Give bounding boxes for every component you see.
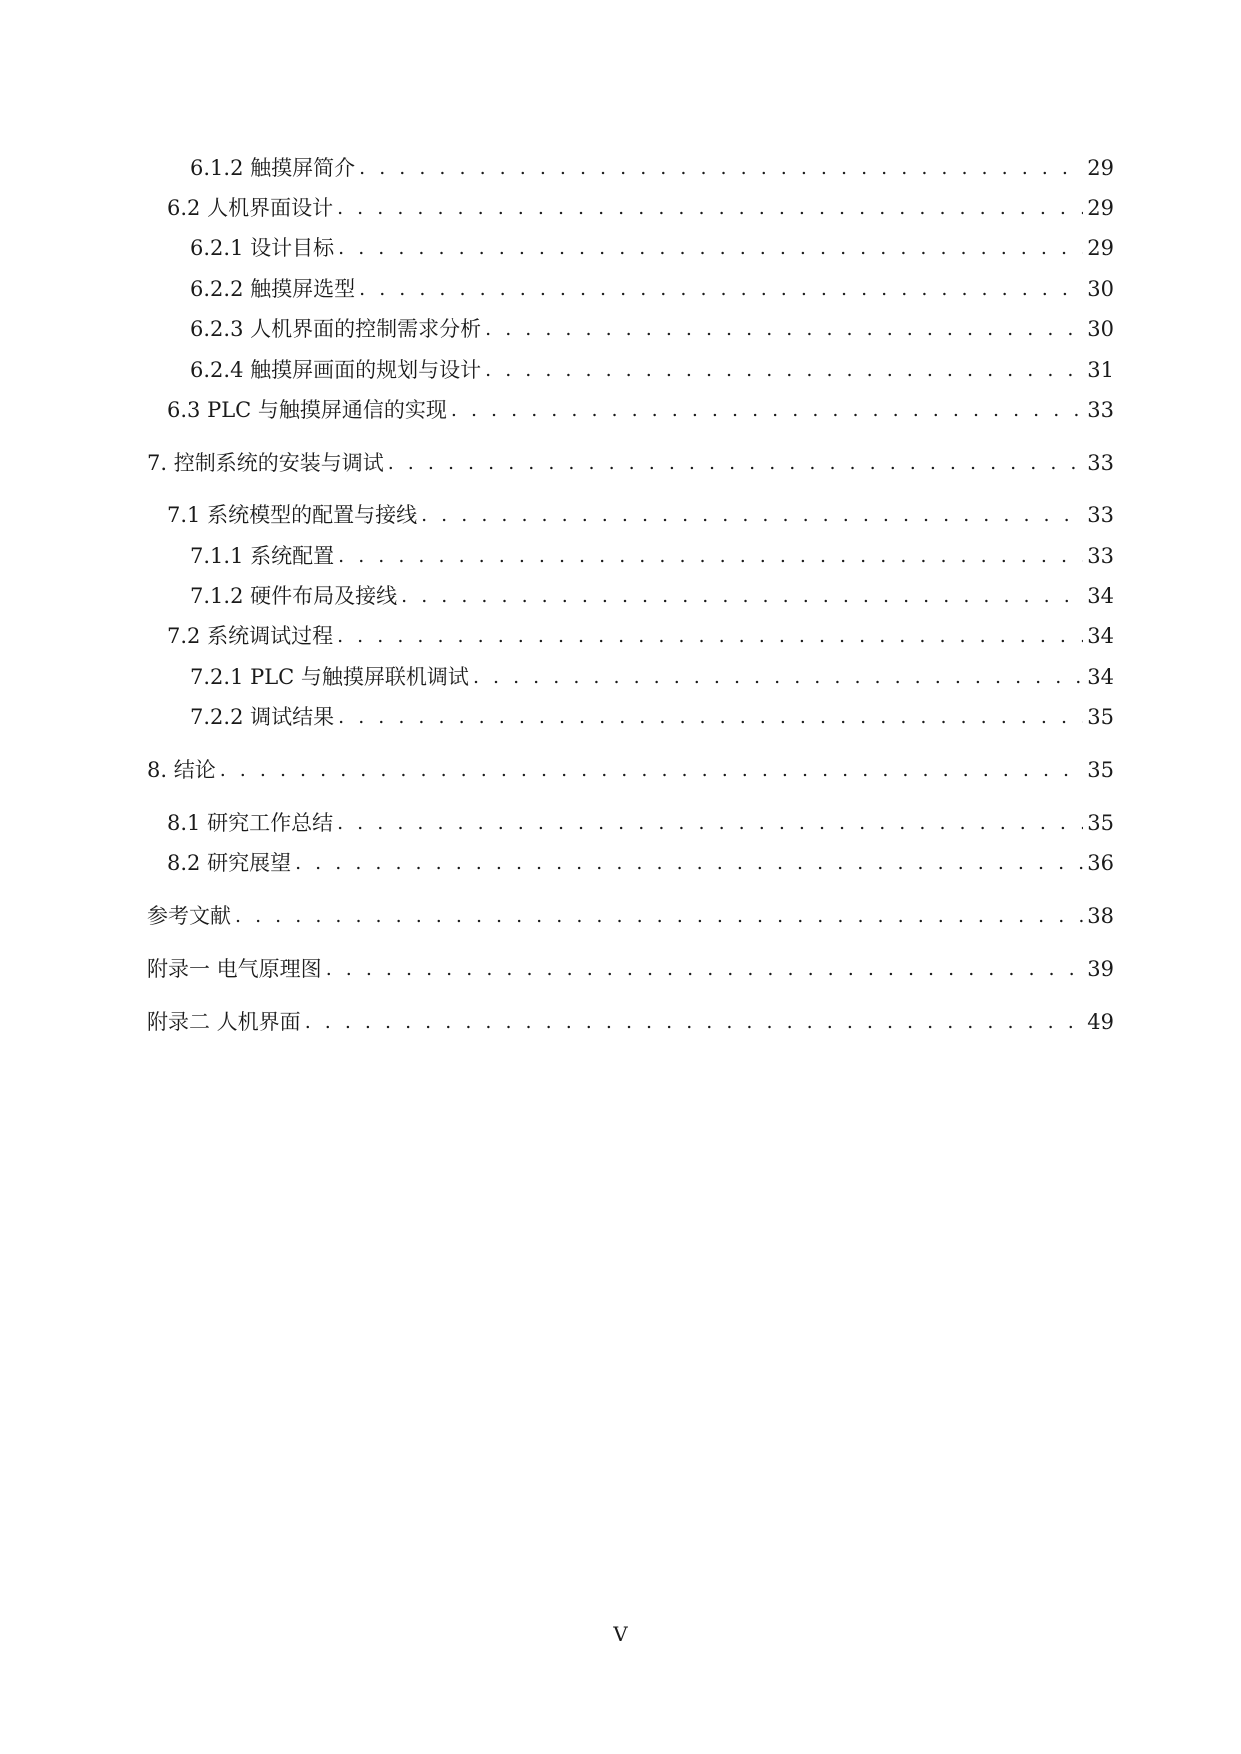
toc-entry-7-1-2[interactable] <box>190 581 1114 611</box>
toc-entry-page: 31 <box>1087 358 1114 382</box>
toc-entry-title: 6.2 人机界面设计 <box>167 193 337 223</box>
toc-entry-title: 7.1 系统模型的配置与接线 <box>167 500 421 530</box>
toc-entry-title: 7. 控制系统的安装与调试 <box>147 448 388 478</box>
toc-entry-6-2-2[interactable] <box>190 274 1114 304</box>
toc-entry-6-2-3[interactable] <box>190 314 1114 344</box>
page-footer-number: V <box>613 1622 628 1646</box>
toc-entry-7-1[interactable] <box>167 500 1114 530</box>
toc-entry-page: 29 <box>1087 196 1114 220</box>
toc-entry-page: 39 <box>1087 957 1114 981</box>
toc-entry-7[interactable] <box>147 448 1114 478</box>
toc-entry-page: 34 <box>1087 584 1114 608</box>
toc-entry-title: 7.2.2 调试结果 <box>190 702 338 732</box>
toc-entry-title: 6.2.1 设计目标 <box>190 233 338 263</box>
toc-entry-page: 35 <box>1087 705 1114 729</box>
toc-entry-page: 29 <box>1087 156 1114 180</box>
toc-entry-7-1-1[interactable] <box>190 541 1114 571</box>
toc-entry-8-1[interactable] <box>167 808 1114 838</box>
toc-entry-page: 34 <box>1087 665 1114 689</box>
toc-entry-page: 30 <box>1087 277 1114 301</box>
toc-dot-leader <box>359 274 1083 304</box>
toc-dot-leader <box>473 662 1083 692</box>
toc-entry-title: 8.2 研究展望 <box>167 848 295 878</box>
toc-entry-title: 7.2.1 PLC 与触摸屏联机调试 <box>190 662 473 692</box>
toc-entry-8[interactable] <box>147 755 1114 785</box>
toc-dot-leader <box>388 448 1084 478</box>
toc-entry-page: 33 <box>1087 544 1114 568</box>
toc-dot-leader <box>338 233 1083 263</box>
toc-entry-6-2-1[interactable] <box>190 233 1114 263</box>
toc-entry-page: 49 <box>1087 1010 1114 1034</box>
toc-entry-page: 38 <box>1087 904 1114 928</box>
toc-dot-leader <box>220 755 1084 785</box>
toc-dot-leader <box>295 848 1083 878</box>
toc-dot-leader <box>338 702 1083 732</box>
toc-entry-title: 附录二 人机界面 <box>147 1007 305 1037</box>
toc-dot-leader <box>401 581 1083 611</box>
toc-entry-title: 8.1 研究工作总结 <box>167 808 337 838</box>
toc-dot-leader <box>305 1007 1084 1037</box>
toc-entry-references[interactable] <box>147 901 1114 931</box>
toc-entry-page: 33 <box>1087 503 1114 527</box>
toc-entry-page: 29 <box>1087 236 1114 260</box>
toc-dot-leader <box>337 193 1083 223</box>
toc-dot-leader <box>451 395 1083 425</box>
toc-entry-title: 参考文献 <box>147 901 235 931</box>
toc-entry-title: 8. 结论 <box>147 755 220 785</box>
toc-entry-title: 6.2.4 触摸屏画面的规划与设计 <box>190 355 485 385</box>
toc-entry-page: 33 <box>1087 451 1114 475</box>
toc-entry-6-3[interactable] <box>167 395 1114 425</box>
toc-entry-page: 36 <box>1087 851 1114 875</box>
toc-entry-page: 35 <box>1087 811 1114 835</box>
toc-dot-leader <box>485 314 1083 344</box>
toc-entry-title: 7.2 系统调试过程 <box>167 621 337 651</box>
toc-entry-page: 30 <box>1087 317 1114 341</box>
toc-dot-leader <box>235 901 1083 931</box>
toc-dot-leader <box>337 808 1083 838</box>
toc-dot-leader <box>359 153 1083 183</box>
toc-dot-leader <box>338 541 1083 571</box>
toc-entry-title: 6.1.2 触摸屏简介 <box>190 153 359 183</box>
toc-entry-7-2-2[interactable] <box>190 702 1114 732</box>
toc-entry-page: 35 <box>1087 758 1114 782</box>
toc-entry-title: 7.1.2 硬件布局及接线 <box>190 581 401 611</box>
toc-dot-leader <box>326 954 1084 984</box>
toc-entry-page: 34 <box>1087 624 1114 648</box>
toc-entry-7-2[interactable] <box>167 621 1114 651</box>
toc-dot-leader <box>485 355 1083 385</box>
toc-entry-appendix-2[interactable] <box>147 1007 1114 1037</box>
toc-entry-page: 33 <box>1087 398 1114 422</box>
toc-entry-title: 6.3 PLC 与触摸屏通信的实现 <box>167 395 451 425</box>
toc-entry-title: 附录一 电气原理图 <box>147 954 326 984</box>
toc-entry-6-1-2[interactable] <box>190 153 1114 183</box>
toc-entry-title: 7.1.1 系统配置 <box>190 541 338 571</box>
toc-entry-title: 6.2.2 触摸屏选型 <box>190 274 359 304</box>
toc-entry-appendix-1[interactable] <box>147 954 1114 984</box>
toc-dot-leader <box>337 621 1083 651</box>
toc-entry-6-2-4[interactable] <box>190 355 1114 385</box>
toc-entry-8-2[interactable] <box>167 848 1114 878</box>
toc-entry-7-2-1[interactable] <box>190 662 1114 692</box>
toc-dot-leader <box>421 500 1083 530</box>
toc-entry-6-2[interactable] <box>167 193 1114 223</box>
toc-entry-title: 6.2.3 人机界面的控制需求分析 <box>190 314 485 344</box>
